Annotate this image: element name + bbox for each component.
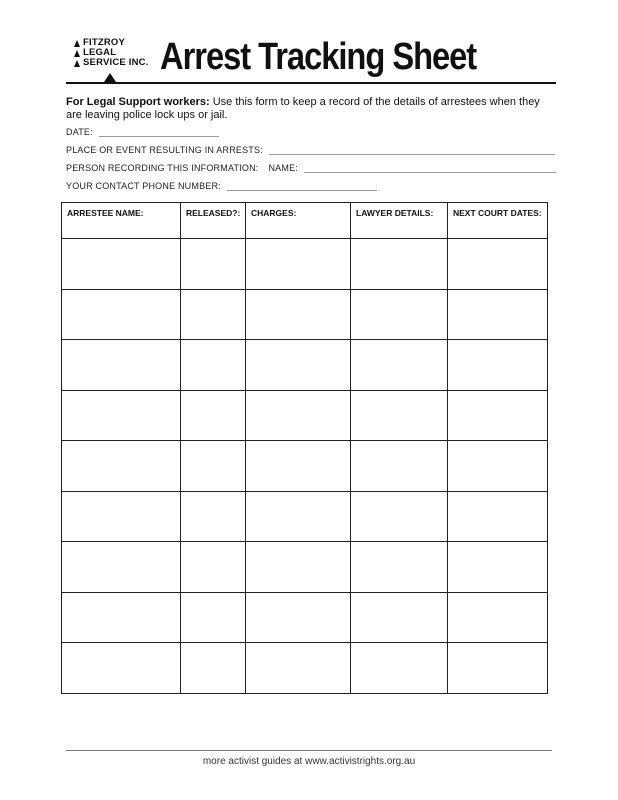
table-row [62,592,548,643]
table-row [62,239,548,290]
next-court-dates-cell[interactable] [448,239,548,290]
header-charges: CHARGES: [246,203,351,239]
table-row [62,441,548,492]
arrestee-name-cell[interactable] [62,643,181,694]
arrestee-name-cell[interactable] [62,289,181,340]
triangle-icon [74,50,80,57]
name-blank[interactable] [304,163,556,173]
charges-cell[interactable] [246,441,351,492]
logo-text-fitzroy: FITZROY [83,37,126,48]
lawyer-details-cell[interactable] [351,592,448,643]
next-court-dates-cell[interactable] [448,441,548,492]
header-lawyer-details: LAWYER DETAILS: [351,203,448,239]
footer-text: more activist guides at www.activistrights.org.au [202,756,416,767]
released-cell[interactable] [181,491,246,542]
arrest-table [61,202,548,694]
header-released: RELEASED?: [181,203,246,239]
triangle-icon [74,40,80,47]
charges-cell[interactable] [246,542,351,593]
charges-cell[interactable] [246,239,351,290]
lawyer-details-cell[interactable] [351,643,448,694]
table-header-row [62,203,548,239]
header-arrestee-name: ARRESTEE NAME: [62,203,181,239]
name-label: NAME: [268,163,298,173]
next-court-dates-cell[interactable] [448,542,548,593]
lawyer-details-cell[interactable] [351,441,448,492]
table-row [62,340,548,391]
date-blank[interactable] [99,127,219,137]
released-cell[interactable] [181,542,246,593]
charges-cell[interactable] [246,491,351,542]
charges-cell[interactable] [246,592,351,643]
place-field [66,145,555,155]
header-rule [66,82,556,84]
table-row [62,289,548,340]
phone-blank[interactable] [227,181,377,191]
charges-cell[interactable] [246,289,351,340]
next-court-dates-cell[interactable] [448,289,548,340]
next-court-dates-cell[interactable] [448,340,548,391]
phone-field [66,181,377,191]
intro-paragraph [66,96,556,122]
phone-label: YOUR CONTACT PHONE NUMBER: [66,181,221,191]
arrestee-name-cell[interactable] [62,542,181,593]
logo-text-legal: LEGAL [83,47,117,58]
header-next-court-dates: NEXT COURT DATES: [448,203,548,239]
triangle-icon [74,60,80,67]
lawyer-details-cell[interactable] [351,340,448,391]
intro-lead: For Legal Support workers: [66,96,210,108]
intro-text: Use this form to keep a record of the details of arrestees when they are leaving police lock ups or jail. [66,96,540,121]
next-court-dates-cell[interactable] [448,491,548,542]
arrestee-name-cell[interactable] [62,340,181,391]
footer-rule [66,750,552,751]
released-cell[interactable] [181,289,246,340]
arrestee-name-cell[interactable] [62,441,181,492]
logo-line-3 [74,58,156,68]
arrestee-name-cell[interactable] [62,592,181,643]
lawyer-details-cell[interactable] [351,491,448,542]
released-cell[interactable] [181,239,246,290]
lawyer-details-cell[interactable] [351,239,448,290]
released-cell[interactable] [181,340,246,391]
table-row [62,390,548,441]
table-row [62,542,548,593]
lawyer-details-cell[interactable] [351,542,448,593]
place-label: PLACE OR EVENT RESULTING IN ARRESTS: [66,145,263,155]
charges-cell[interactable] [246,643,351,694]
person-label: PERSON RECORDING THIS INFORMATION: [66,163,259,173]
page-title: Arrest Tracking Sheet [160,36,477,78]
released-cell[interactable] [181,441,246,492]
released-cell[interactable] [181,643,246,694]
date-field [66,127,219,137]
lawyer-details-cell[interactable] [351,289,448,340]
charges-cell[interactable] [246,340,351,391]
person-field [66,163,556,173]
released-cell[interactable] [181,390,246,441]
logo-text-service: SERVICE INC. [83,57,149,68]
next-court-dates-cell[interactable] [448,390,548,441]
place-blank[interactable] [269,145,555,155]
arrestee-name-cell[interactable] [62,239,181,290]
next-court-dates-cell[interactable] [448,592,548,643]
pointer-triangle-icon [104,73,116,82]
charges-cell[interactable] [246,390,351,441]
arrestee-name-cell[interactable] [62,491,181,542]
released-cell[interactable] [181,592,246,643]
date-label: DATE: [66,127,93,137]
lawyer-details-cell[interactable] [351,390,448,441]
next-court-dates-cell[interactable] [448,643,548,694]
arrestee-name-cell[interactable] [62,390,181,441]
logo [74,38,156,68]
table-row [62,643,548,694]
table-row [62,491,548,542]
